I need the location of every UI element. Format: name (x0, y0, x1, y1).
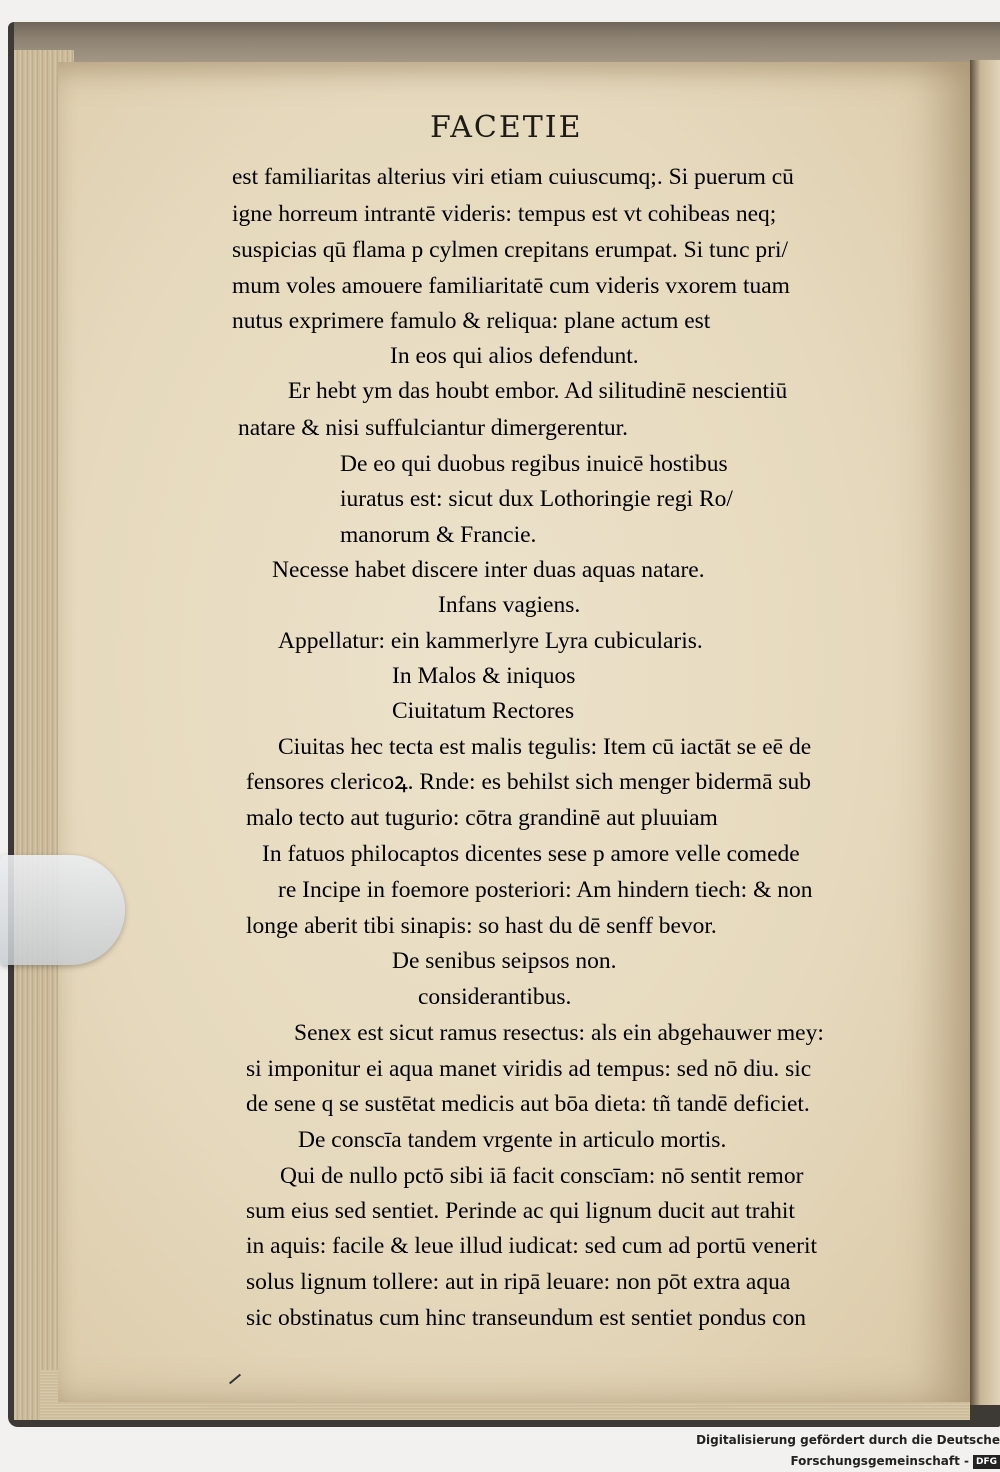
text-line: fensores clericoꝝ. Rnde: es behilst sich menger bidermā sub (246, 769, 812, 795)
text-line: in aquis: facile & leue illud iudicat: sed cum ad portū venerit (246, 1233, 818, 1259)
text-line: Ciuitas hec tecta est malis tegulis: Item cū iactāt se eē de (278, 734, 812, 760)
dfg-logo-icon: DFG (973, 1455, 1000, 1469)
text-line: De eo qui duobus regibus inuicē hostibus (340, 451, 728, 477)
text-line: Senex est sicut ramus resectus: als ein abgehauwer mey: (294, 1020, 824, 1046)
text-line: Appellatur: ein kammerlyre Lyra cubicularis. (278, 628, 703, 654)
facing-page-edge (970, 60, 1000, 1405)
text-line: De senibus seipsos non. (392, 948, 617, 974)
text-line: Ciuitatum Rectores (392, 698, 575, 724)
book-top-edge (14, 22, 1000, 62)
text-line: natare & nisi suffulciantur dimergerentur. (238, 415, 629, 441)
digitization-credit (600, 1430, 1000, 1468)
text-line: suspicias qū flama p cylmen crepitans erumpat. Si tunc pri/ (232, 237, 789, 263)
text-line: si imponitur ei aqua manet viridis ad tempus: sed nō diu. sic (246, 1056, 812, 1082)
text-line: mum voles amouere familiaritatē cum videris vxorem tuam (232, 273, 790, 299)
text-line: est familiaritas alterius viri etiam cuiuscumq;. Si puerum cū (232, 164, 794, 190)
text-line: Necesse habet discere inter duas aquas natare. (272, 557, 705, 583)
text-line: In fatuos philocaptos dicentes sese p amore velle comede (262, 841, 800, 867)
text-line: nutus exprimere famulo & reliqua: plane actum est (232, 308, 711, 334)
text-line: igne horreum intrantē videris: tempus est vt cohibeas neq; (232, 201, 777, 227)
text-line: sic obstinatus cum hinc transeundum est sentiet pondus con (246, 1305, 806, 1331)
text-line: manorum & Francie. (340, 522, 537, 548)
text-line: De conscīa tandem vrgente in articulo mortis. (298, 1127, 727, 1153)
text-line: In Malos & iniquos (392, 663, 576, 689)
text-line: iuratus est: sicut dux Lothoringie regi Ro/ (340, 486, 733, 512)
text-line: de sene q se sustētat medicis aut bōa dieta: tñ tandē deficiet. (246, 1091, 810, 1117)
text-line: longe aberit tibi sinapis: so hast du dē senff bevor. (246, 913, 717, 939)
running-head: FACETIE (430, 110, 583, 145)
text-line: malo tecto aut tugurio: cōtra grandinē aut pluuiam (246, 805, 718, 831)
text-line: sum eius sed sentiet. Perinde ac qui lignum ducit aut trahit (246, 1198, 795, 1224)
text-line: In eos qui alios defendunt. (390, 343, 639, 369)
page-holder-clip (0, 855, 125, 965)
text-line: Er hebt ym das houbt embor. Ad silitudinē nescientiū (288, 378, 788, 404)
text-line: solus lignum tollere: aut in ripā leuare: non pōt extra aqua (246, 1269, 791, 1295)
text-line: Qui de nullo pctō sibi iā facit conscīam: nō sentit remor (280, 1163, 804, 1189)
text-line: considerantibus. (418, 984, 572, 1010)
credit-text: Digitalisierung gefördert durch die Deutsche Forschungsgemeinschaft - (696, 1433, 1000, 1468)
text-line: Infans vagiens. (438, 592, 581, 618)
text-line: re Incipe in foemore posteriori: Am hindern tiech: & non (278, 877, 813, 903)
